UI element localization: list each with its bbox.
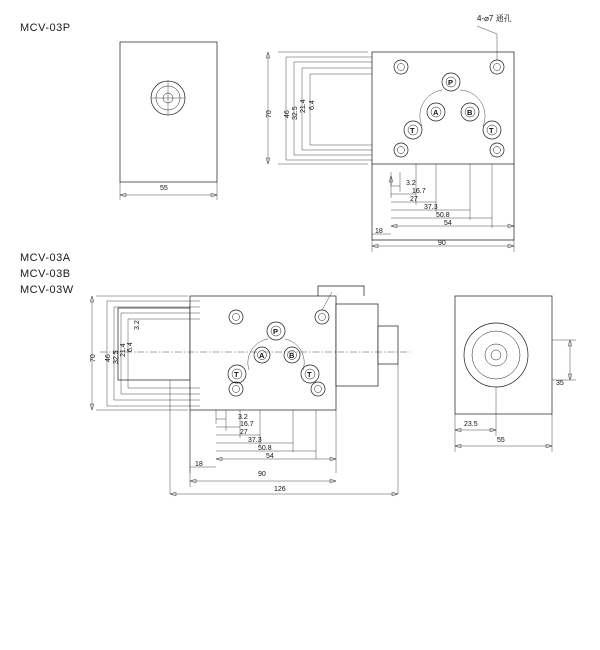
model-label-p: MCV-03P bbox=[20, 22, 71, 34]
dim-bot-126: 126 bbox=[274, 486, 286, 493]
dim-top-32: 3.2 bbox=[406, 180, 416, 187]
port-label-b-bottom: B bbox=[289, 351, 295, 360]
dim-top-373: 37.3 bbox=[424, 204, 438, 211]
dim-bottom-325: 32.5 bbox=[113, 350, 120, 364]
dim-bottom-32v: 3.2 bbox=[134, 320, 141, 330]
port-label-p-bottom: P bbox=[273, 327, 279, 336]
dim-top-18: 18 bbox=[375, 228, 383, 235]
dim-bot-508: 50.8 bbox=[258, 445, 272, 452]
dim-bot-18: 18 bbox=[195, 461, 203, 468]
dim-top-64: 6.4 bbox=[309, 100, 316, 110]
dim-top-325: 32.5 bbox=[292, 106, 299, 120]
port-label-t2-top: T bbox=[489, 126, 494, 135]
dim-bottom-46: 46 bbox=[105, 354, 112, 362]
port-label-a-top: A bbox=[433, 108, 439, 117]
dim-top-70: 70 bbox=[266, 110, 273, 118]
bottom-main-view bbox=[90, 286, 410, 496]
dim-bottom-70: 70 bbox=[90, 354, 97, 362]
model-label-a: MCV-03A bbox=[20, 252, 71, 264]
dim-right-35: 35 bbox=[556, 380, 564, 387]
dim-right-55: 55 bbox=[497, 437, 505, 444]
bottom-right-end-view bbox=[455, 296, 576, 452]
model-label-b: MCV-03B bbox=[20, 268, 71, 280]
dim-bot-167: 16.7 bbox=[240, 421, 254, 428]
port-label-p-top: P bbox=[448, 78, 454, 87]
port-label-t2-bottom: T bbox=[307, 370, 312, 379]
top-main-view bbox=[266, 26, 514, 252]
dim-top-214: 21.4 bbox=[300, 99, 307, 113]
through-hole-note: 4-⌀7 通孔 bbox=[477, 14, 512, 23]
port-label-b-top: B bbox=[467, 108, 473, 117]
dim-top-46: 46 bbox=[284, 110, 291, 118]
dim-top-508: 50.8 bbox=[436, 212, 450, 219]
dim-top-90: 90 bbox=[438, 240, 446, 247]
dim-top-27: 27 bbox=[410, 196, 418, 203]
dim-bot-373: 37.3 bbox=[248, 437, 262, 444]
dim-top-left-width: 55 bbox=[160, 185, 168, 192]
dim-top-54: 54 bbox=[444, 220, 452, 227]
dim-right-235: 23.5 bbox=[464, 421, 478, 428]
dim-bottom-64: 6.4 bbox=[127, 342, 134, 352]
dim-bottom-214: 21.4 bbox=[120, 343, 127, 357]
dim-bot-54: 54 bbox=[266, 453, 274, 460]
port-label-t1-bottom: T bbox=[234, 370, 239, 379]
model-label-w: MCV-03W bbox=[20, 284, 74, 296]
port-label-t1-top: T bbox=[410, 126, 415, 135]
dim-bot-27: 27 bbox=[240, 429, 248, 436]
dim-bot-32: 3.2 bbox=[238, 414, 248, 421]
dim-top-167: 16.7 bbox=[412, 188, 426, 195]
dim-bot-90: 90 bbox=[258, 471, 266, 478]
top-left-end-view bbox=[120, 42, 217, 200]
port-label-a-bottom: A bbox=[259, 351, 265, 360]
